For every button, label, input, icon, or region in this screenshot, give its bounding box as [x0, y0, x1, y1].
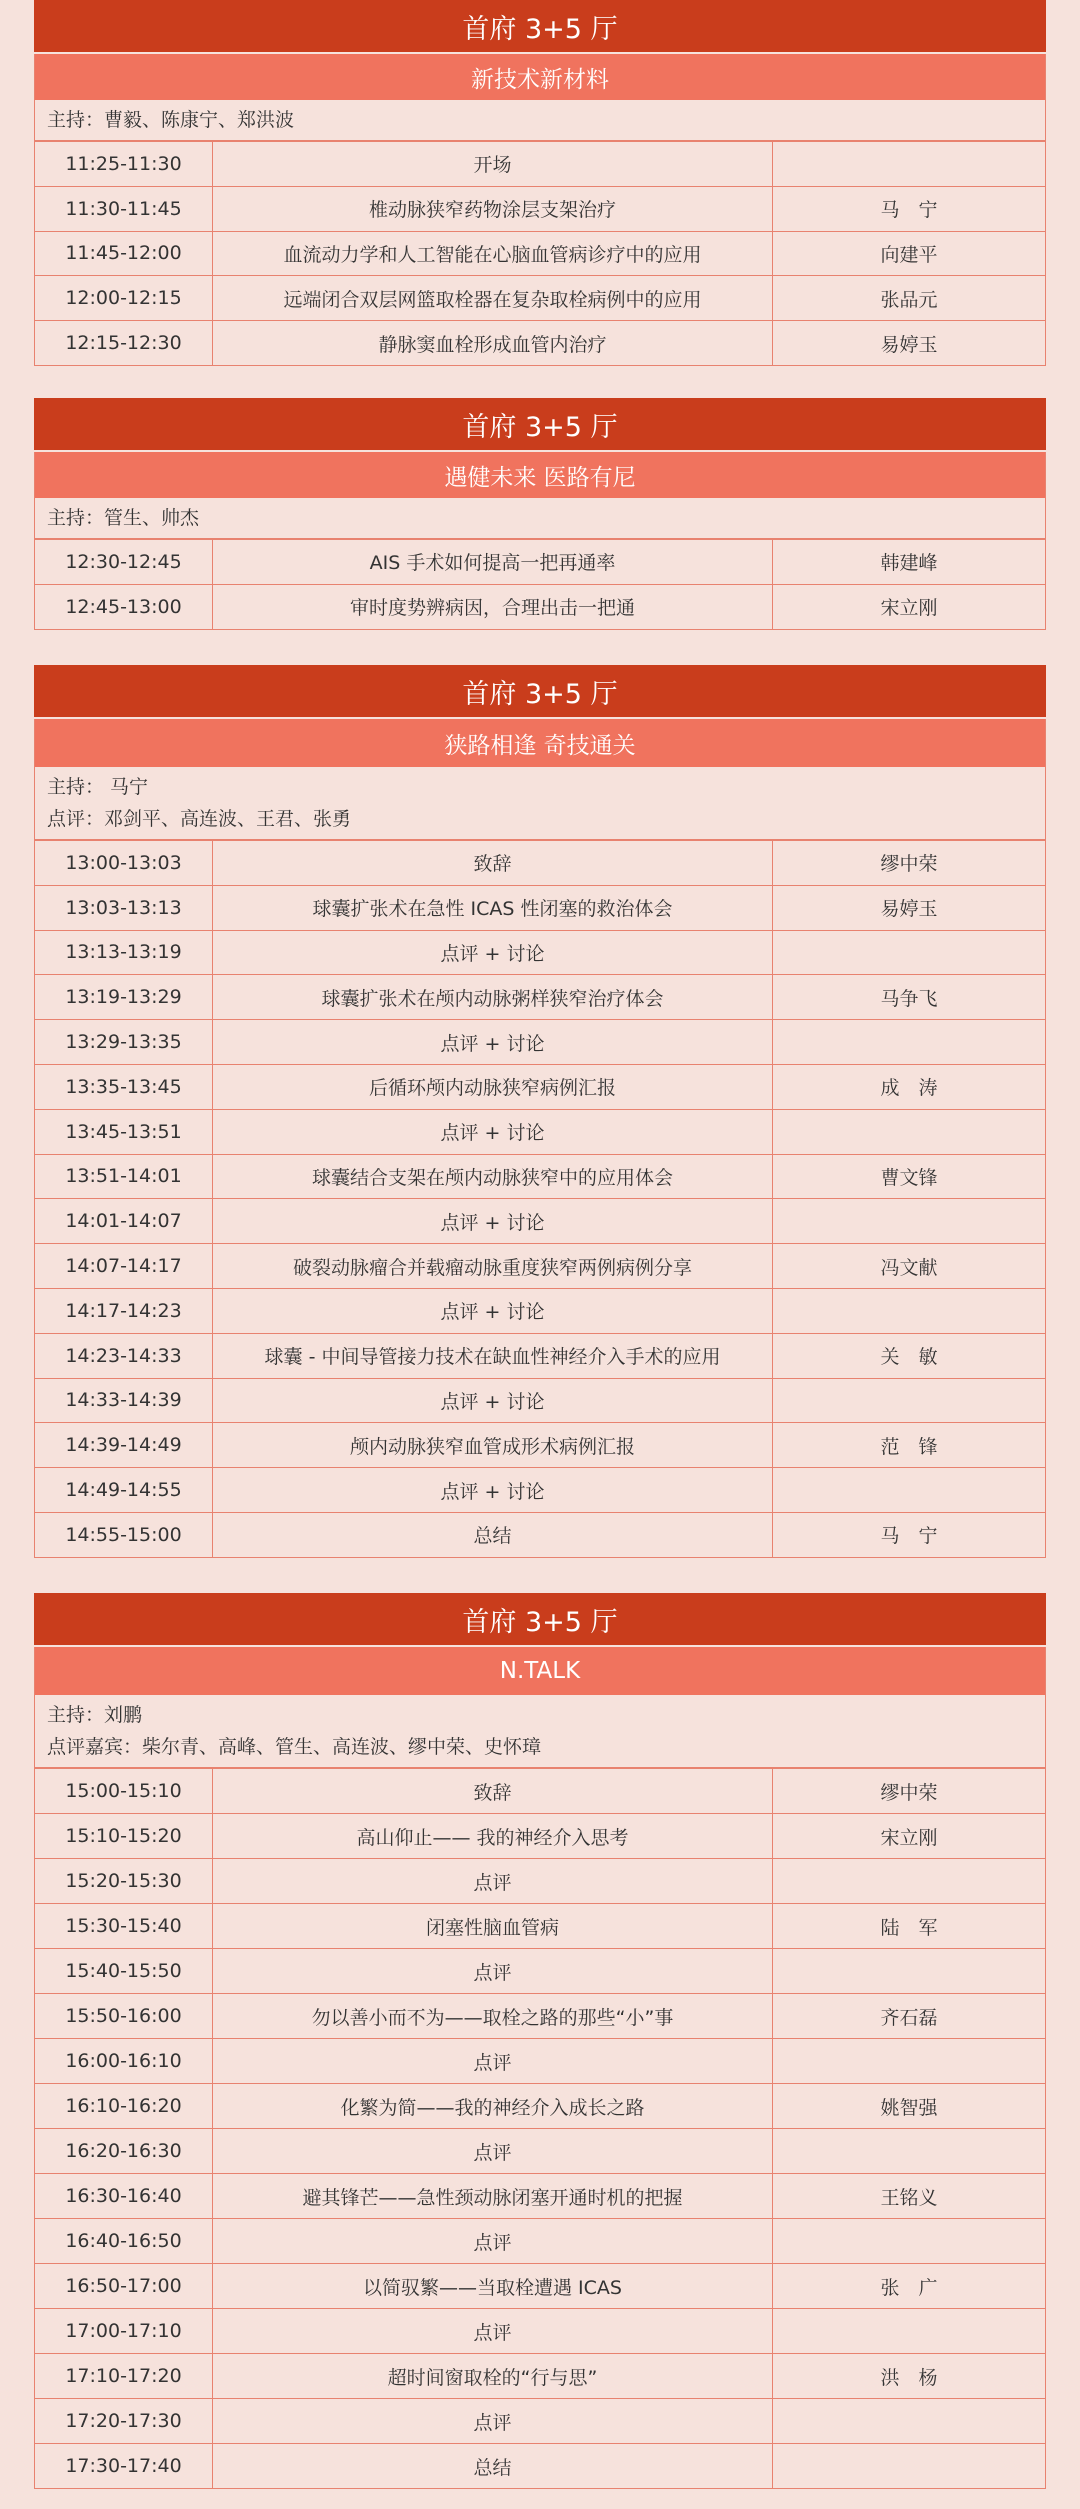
title-cell: 颅内动脉狭窄血管成形术病例汇报 — [213, 1423, 773, 1468]
title-cell: AIS 手术如何提高一把再通率 — [213, 540, 773, 585]
table-row — [35, 1154, 1046, 1199]
speaker-cell: 马 宁 — [773, 1512, 1046, 1557]
info-line: 主持：刘鹏 — [47, 1704, 143, 1726]
speaker-cell — [773, 1109, 1046, 1154]
time-cell: 14:07-14:17 — [35, 1244, 213, 1289]
time-cell: 13:35-13:45 — [35, 1064, 213, 1109]
speaker-cell: 王铭义 — [773, 2174, 1046, 2219]
speaker-cell — [773, 1020, 1046, 1065]
table-row — [35, 1814, 1046, 1859]
session-topic: 狭路相逢 奇技通关 — [34, 719, 1046, 767]
table-row — [35, 584, 1046, 629]
table-row — [35, 1423, 1046, 1468]
speaker-cell — [773, 1378, 1046, 1423]
table-row — [35, 1904, 1046, 1949]
speaker-cell: 曹文锋 — [773, 1154, 1046, 1199]
table-row — [35, 142, 1046, 187]
table-row — [35, 321, 1046, 366]
table-row — [35, 1020, 1046, 1065]
speaker-cell — [773, 930, 1046, 975]
table-row — [35, 2084, 1046, 2129]
title-cell: 超时间窗取栓的“行与思” — [213, 2354, 773, 2399]
time-cell: 17:10-17:20 — [35, 2354, 213, 2399]
speaker-cell — [773, 2129, 1046, 2174]
title-cell: 以简驭繁——当取栓遭遇 ICAS — [213, 2264, 773, 2309]
table-row — [35, 231, 1046, 276]
title-cell: 化繁为简——我的神经介入成长之路 — [213, 2084, 773, 2129]
title-cell: 点评 — [213, 2039, 773, 2084]
title-cell: 闭塞性脑血管病 — [213, 1904, 773, 1949]
title-cell: 点评 + 讨论 — [213, 1020, 773, 1065]
speaker-cell — [773, 2444, 1046, 2489]
table-row — [35, 1333, 1046, 1378]
speaker-cell: 宋立刚 — [773, 1814, 1046, 1859]
title-cell: 球囊扩张术在颅内动脉粥样狭窄治疗体会 — [213, 975, 773, 1020]
table-row — [35, 2264, 1046, 2309]
speaker-cell — [773, 1468, 1046, 1513]
title-cell: 总结 — [213, 2444, 773, 2489]
time-cell: 16:30-16:40 — [35, 2174, 213, 2219]
speaker-cell: 马 宁 — [773, 186, 1046, 231]
speaker-cell — [773, 142, 1046, 187]
title-cell: 点评 — [213, 2399, 773, 2444]
title-cell: 远端闭合双层网篮取栓器在复杂取栓病例中的应用 — [213, 276, 773, 321]
time-cell: 17:00-17:10 — [35, 2309, 213, 2354]
table-row — [35, 2309, 1046, 2354]
table-row — [35, 1109, 1046, 1154]
speaker-cell — [773, 2219, 1046, 2264]
session-block — [34, 0, 1046, 366]
time-cell: 15:10-15:20 — [35, 1814, 213, 1859]
time-cell: 15:40-15:50 — [35, 1949, 213, 1994]
schedule-table — [34, 141, 1046, 366]
time-cell: 12:45-13:00 — [35, 584, 213, 629]
speaker-cell: 宋立刚 — [773, 584, 1046, 629]
title-cell: 致辞 — [213, 841, 773, 886]
time-cell: 14:17-14:23 — [35, 1288, 213, 1333]
time-cell: 12:00-12:15 — [35, 276, 213, 321]
time-cell: 14:39-14:49 — [35, 1423, 213, 1468]
time-cell: 16:20-16:30 — [35, 2129, 213, 2174]
table-row — [35, 2174, 1046, 2219]
speaker-cell: 缪中荣 — [773, 1769, 1046, 1814]
title-cell: 致辞 — [213, 1769, 773, 1814]
title-cell: 勿以善小而不为——取栓之路的那些“小”事 — [213, 1994, 773, 2039]
time-cell: 16:10-16:20 — [35, 2084, 213, 2129]
info-line: 主持： 马宁 — [47, 776, 149, 798]
speaker-cell — [773, 1859, 1046, 1904]
title-cell: 点评 + 讨论 — [213, 1199, 773, 1244]
schedule-table — [34, 539, 1046, 630]
schedule-table — [34, 1768, 1046, 2489]
table-row — [35, 1949, 1046, 1994]
table-row — [35, 276, 1046, 321]
table-row — [35, 2129, 1046, 2174]
title-cell: 点评 + 讨论 — [213, 1378, 773, 1423]
speaker-cell — [773, 1949, 1046, 1994]
speaker-cell: 易婷玉 — [773, 321, 1046, 366]
title-cell: 静脉窦血栓形成血管内治疗 — [213, 321, 773, 366]
table-row — [35, 841, 1046, 886]
time-cell: 11:25-11:30 — [35, 142, 213, 187]
session-block — [34, 665, 1046, 1558]
table-row — [35, 1378, 1046, 1423]
time-cell: 14:33-14:39 — [35, 1378, 213, 1423]
time-cell: 14:01-14:07 — [35, 1199, 213, 1244]
speaker-cell: 齐石磊 — [773, 1994, 1046, 2039]
schedule-table — [34, 840, 1046, 1558]
session-topic: 新技术新材料 — [34, 54, 1046, 100]
table-row — [35, 2039, 1046, 2084]
title-cell: 点评 — [213, 2129, 773, 2174]
speaker-cell: 成 涛 — [773, 1064, 1046, 1109]
speaker-cell: 张品元 — [773, 276, 1046, 321]
session-block — [34, 1593, 1046, 2489]
time-cell: 14:49-14:55 — [35, 1468, 213, 1513]
time-cell: 16:50-17:00 — [35, 2264, 213, 2309]
session-topic: 遇健未来 医路有尼 — [34, 452, 1046, 498]
title-cell: 开场 — [213, 142, 773, 187]
speaker-cell: 向建平 — [773, 231, 1046, 276]
time-cell: 15:30-15:40 — [35, 1904, 213, 1949]
table-row — [35, 1859, 1046, 1904]
speaker-cell: 缪中荣 — [773, 841, 1046, 886]
table-row — [35, 930, 1046, 975]
time-cell: 15:00-15:10 — [35, 1769, 213, 1814]
time-cell: 13:45-13:51 — [35, 1109, 213, 1154]
title-cell: 总结 — [213, 1512, 773, 1557]
session-info — [34, 767, 1046, 840]
info-line: 主持：曹毅、陈康宁、郑洪波 — [47, 109, 295, 131]
table-row — [35, 975, 1046, 1020]
session-block — [34, 398, 1046, 630]
session-topic: N.TALK — [34, 1647, 1046, 1695]
time-cell: 13:00-13:03 — [35, 841, 213, 886]
table-row — [35, 885, 1046, 930]
hall-title: 首府 3+5 厅 — [34, 665, 1046, 719]
time-cell: 15:50-16:00 — [35, 1994, 213, 2039]
table-row — [35, 1244, 1046, 1289]
speaker-cell: 陆 军 — [773, 1904, 1046, 1949]
table-row — [35, 540, 1046, 585]
title-cell: 破裂动脉瘤合并载瘤动脉重度狭窄两例病例分享 — [213, 1244, 773, 1289]
info-line: 主持：管生、帅杰 — [47, 507, 200, 529]
table-row — [35, 2219, 1046, 2264]
time-cell: 12:30-12:45 — [35, 540, 213, 585]
table-row — [35, 1064, 1046, 1109]
session-info — [34, 1695, 1046, 1768]
session-info — [34, 498, 1046, 539]
title-cell: 椎动脉狭窄药物涂层支架治疗 — [213, 186, 773, 231]
title-cell: 球囊扩张术在急性 ICAS 性闭塞的救治体会 — [213, 885, 773, 930]
hall-title: 首府 3+5 厅 — [34, 0, 1046, 54]
time-cell: 16:40-16:50 — [35, 2219, 213, 2264]
time-cell: 17:30-17:40 — [35, 2444, 213, 2489]
time-cell: 16:00-16:10 — [35, 2039, 213, 2084]
speaker-cell: 姚智强 — [773, 2084, 1046, 2129]
table-row — [35, 2399, 1046, 2444]
speaker-cell — [773, 1288, 1046, 1333]
table-row — [35, 1199, 1046, 1244]
session-info — [34, 100, 1046, 141]
hall-title: 首府 3+5 厅 — [34, 398, 1046, 452]
title-cell: 避其锋芒——急性颈动脉闭塞开通时机的把握 — [213, 2174, 773, 2219]
speaker-cell — [773, 2309, 1046, 2354]
time-cell: 13:03-13:13 — [35, 885, 213, 930]
speaker-cell: 洪 杨 — [773, 2354, 1046, 2399]
time-cell: 14:55-15:00 — [35, 1512, 213, 1557]
time-cell: 14:23-14:33 — [35, 1333, 213, 1378]
speaker-cell — [773, 1199, 1046, 1244]
speaker-cell — [773, 2039, 1046, 2084]
title-cell: 点评 — [213, 1949, 773, 1994]
table-row — [35, 1288, 1046, 1333]
speaker-cell: 张 广 — [773, 2264, 1046, 2309]
title-cell: 点评 — [213, 2309, 773, 2354]
table-row — [35, 2444, 1046, 2489]
time-cell: 13:13-13:19 — [35, 930, 213, 975]
time-cell: 17:20-17:30 — [35, 2399, 213, 2444]
title-cell: 点评 — [213, 2219, 773, 2264]
title-cell: 点评 — [213, 1859, 773, 1904]
table-row — [35, 1994, 1046, 2039]
title-cell: 点评 + 讨论 — [213, 930, 773, 975]
table-row — [35, 2354, 1046, 2399]
hall-title: 首府 3+5 厅 — [34, 1593, 1046, 1647]
title-cell: 点评 + 讨论 — [213, 1468, 773, 1513]
time-cell: 15:20-15:30 — [35, 1859, 213, 1904]
time-cell: 11:45-12:00 — [35, 231, 213, 276]
time-cell: 12:15-12:30 — [35, 321, 213, 366]
title-cell: 点评 + 讨论 — [213, 1288, 773, 1333]
table-row — [35, 186, 1046, 231]
title-cell: 高山仰止—— 我的神经介入思考 — [213, 1814, 773, 1859]
time-cell: 11:30-11:45 — [35, 186, 213, 231]
speaker-cell — [773, 2399, 1046, 2444]
info-line: 点评：邓剑平、高连波、王君、张勇 — [47, 808, 352, 830]
time-cell: 13:51-14:01 — [35, 1154, 213, 1199]
table-row — [35, 1468, 1046, 1513]
time-cell: 13:29-13:35 — [35, 1020, 213, 1065]
table-row — [35, 1769, 1046, 1814]
speaker-cell: 韩建峰 — [773, 540, 1046, 585]
speaker-cell: 马争飞 — [773, 975, 1046, 1020]
title-cell: 血流动力学和人工智能在心脑血管病诊疗中的应用 — [213, 231, 773, 276]
speaker-cell: 冯文献 — [773, 1244, 1046, 1289]
title-cell: 球囊 - 中间导管接力技术在缺血性神经介入手术的应用 — [213, 1333, 773, 1378]
title-cell: 点评 + 讨论 — [213, 1109, 773, 1154]
title-cell: 后循环颅内动脉狭窄病例汇报 — [213, 1064, 773, 1109]
title-cell: 审时度势辨病因，合理出击一把通 — [213, 584, 773, 629]
info-line: 点评嘉宾：柴尔青、高峰、管生、高连波、缪中荣、史怀璋 — [47, 1736, 542, 1758]
time-cell: 13:19-13:29 — [35, 975, 213, 1020]
speaker-cell: 易婷玉 — [773, 885, 1046, 930]
speaker-cell: 关 敏 — [773, 1333, 1046, 1378]
table-row — [35, 1512, 1046, 1557]
speaker-cell: 范 锋 — [773, 1423, 1046, 1468]
title-cell: 球囊结合支架在颅内动脉狭窄中的应用体会 — [213, 1154, 773, 1199]
